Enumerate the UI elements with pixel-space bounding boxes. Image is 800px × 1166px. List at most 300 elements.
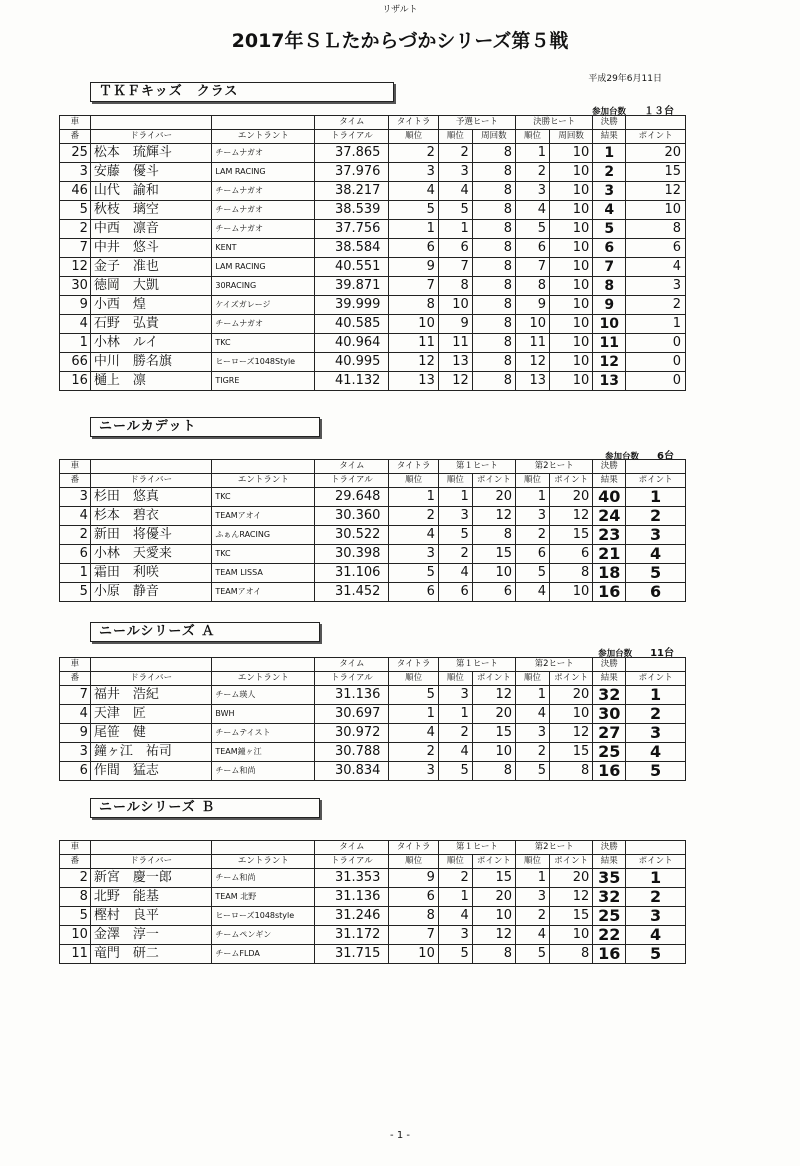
heat2-rank: 2 [516,743,550,762]
header-heat1: 第１ヒート [438,460,515,474]
header-heat1: 予選ヒート [438,116,515,130]
final-result: 10 [593,315,626,334]
heat1-rank: 7 [438,258,472,277]
heat2-rank: 3 [516,182,550,201]
table-row [60,163,686,182]
heat1-value: 8 [472,144,515,163]
header-heat2-rank: 順位 [516,672,550,686]
header-tt: タイトラ [389,841,438,855]
header-tt-rank: 順位 [389,855,438,869]
heat2-rank: 4 [516,705,550,724]
series-point: 15 [626,163,686,182]
table-row [60,945,686,964]
heat1-rank: 2 [438,144,472,163]
trial-rank: 5 [389,686,438,705]
header-heat1-value: ポイント [472,672,515,686]
trial-rank: 4 [389,526,438,545]
heat2-rank: 10 [516,315,550,334]
heat1-rank: 13 [438,353,472,372]
driver-name: 松本 琉輝斗 [90,144,211,163]
final-result: 27 [593,724,626,743]
trial-time: 40.585 [315,315,389,334]
header-heat2-value: ポイント [550,474,593,488]
heat1-rank: 4 [438,907,472,926]
heat2-rank: 2 [516,526,550,545]
header-entrant: エントラント [212,130,315,144]
header-point: ポイント [626,474,686,488]
heat1-rank: 1 [438,888,472,907]
header-tt: タイトラ [389,658,438,672]
series-point: 20 [626,144,686,163]
header-time-trial: トライアル [315,672,389,686]
final-result: 32 [593,686,626,705]
heat1-value: 15 [472,724,515,743]
driver-name: 杉田 悠真 [90,488,211,507]
heat2-rank: 11 [516,334,550,353]
table-header-row [60,672,686,686]
series-point: 1 [626,869,686,888]
driver-name: 作間 猛志 [90,762,211,781]
header-driver: ドライバー [90,130,211,144]
car-number: 4 [60,705,91,724]
class-title: ニールシリーズ Ｂ [90,798,320,818]
table-row [60,686,686,705]
table-row [60,372,686,391]
car-number: 7 [60,686,91,705]
heat1-value: 10 [472,907,515,926]
car-number: 46 [60,182,91,201]
series-point: 2 [626,888,686,907]
entrant-name: TIGRE [212,372,315,391]
final-result: 9 [593,296,626,315]
heat2-value: 10 [550,163,593,182]
driver-name: 金澤 淳一 [90,926,211,945]
car-number: 9 [60,724,91,743]
heat2-value: 10 [550,277,593,296]
table-row [60,296,686,315]
heat2-rank: 4 [516,583,550,602]
heat1-value: 8 [472,201,515,220]
event-date: 平成29年6月11日 [588,74,662,84]
final-result: 11 [593,334,626,353]
trial-time: 31.452 [315,583,389,602]
header-blank [626,116,686,130]
header-final: 決勝 [593,460,626,474]
driver-name: 新宮 慶一郎 [90,869,211,888]
heat1-value: 6 [472,583,515,602]
driver-name: 杉本 碧衣 [90,507,211,526]
series-point: 10 [626,201,686,220]
driver-name: 北野 能基 [90,888,211,907]
trial-time: 37.976 [315,163,389,182]
heat2-value: 15 [550,907,593,926]
heat2-value: 6 [550,545,593,564]
header-blank [90,460,211,474]
heat2-rank: 8 [516,277,550,296]
final-result: 1 [593,144,626,163]
entrant-name: チーム和尚 [212,869,315,888]
heat1-value: 8 [472,182,515,201]
table-row [60,743,686,762]
header-blank [90,841,211,855]
heat1-rank: 2 [438,869,472,888]
class-title: ニールカデット [90,417,320,437]
trial-time: 38.217 [315,182,389,201]
trial-rank: 10 [389,945,438,964]
car-number: 2 [60,526,91,545]
heat1-rank: 4 [438,182,472,201]
table-row [60,583,686,602]
header-point: ポイント [626,855,686,869]
table-row [60,724,686,743]
table-row [60,526,686,545]
heat2-rank: 3 [516,724,550,743]
trial-rank: 7 [389,926,438,945]
header-final-result: 結果 [593,130,626,144]
heat2-value: 10 [550,144,593,163]
final-result: 22 [593,926,626,945]
table-row [60,239,686,258]
series-point: 2 [626,507,686,526]
heat2-rank: 5 [516,762,550,781]
entrant-name: ふぁんRACING [212,526,315,545]
heat2-rank: 5 [516,945,550,964]
driver-name: 鐘ヶ江 祐司 [90,743,211,762]
driver-name: 小原 静音 [90,583,211,602]
header-car-no: 車 [60,841,91,855]
heat1-value: 12 [472,926,515,945]
header-blank [626,460,686,474]
heat1-rank: 2 [438,545,472,564]
header-car-no: 車 [60,116,91,130]
trial-rank: 3 [389,545,438,564]
trial-rank: 4 [389,182,438,201]
header-final-result: 結果 [593,672,626,686]
header-heat1-value: ポイント [472,855,515,869]
trial-rank: 5 [389,201,438,220]
heat1-rank: 5 [438,526,472,545]
entrant-name: TKC [212,488,315,507]
header-time-trial: トライアル [315,474,389,488]
final-result: 40 [593,488,626,507]
car-number: 9 [60,296,91,315]
trial-time: 30.697 [315,705,389,724]
header-driver: ドライバー [90,672,211,686]
heat2-value: 20 [550,869,593,888]
driver-name: 尾笹 健 [90,724,211,743]
car-number: 12 [60,258,91,277]
heat1-value: 8 [472,258,515,277]
trial-time: 30.398 [315,545,389,564]
heat1-value: 12 [472,686,515,705]
trial-time: 29.648 [315,488,389,507]
heat1-value: 12 [472,507,515,526]
trial-time: 30.788 [315,743,389,762]
heat1-rank: 5 [438,945,472,964]
car-number: 3 [60,743,91,762]
series-point: 5 [626,564,686,583]
heat1-value: 20 [472,705,515,724]
trial-rank: 6 [389,583,438,602]
heat2-value: 10 [550,220,593,239]
table-row [60,277,686,296]
header-heat2: 第2ヒート [516,460,593,474]
table-row [60,705,686,724]
header-heat1-rank: 順位 [438,474,472,488]
entrant-name: TKC [212,545,315,564]
heat2-value: 10 [550,353,593,372]
header-heat1-rank: 順位 [438,672,472,686]
heat1-value: 8 [472,526,515,545]
table-header-row [60,130,686,144]
entrant-name: チームナガオ [212,144,315,163]
car-number: 1 [60,564,91,583]
driver-name: 秋枝 璃空 [90,201,211,220]
entrant-name: チームナガオ [212,182,315,201]
entrant-name: TEAMアオイ [212,507,315,526]
entrant-name: ヒーローズ1048style [212,907,315,926]
car-number: 3 [60,488,91,507]
final-result: 16 [593,583,626,602]
heat1-value: 8 [472,277,515,296]
heat2-value: 10 [550,201,593,220]
table-row [60,545,686,564]
final-result: 18 [593,564,626,583]
trial-time: 31.106 [315,564,389,583]
heat1-rank: 4 [438,564,472,583]
series-point: 1 [626,488,686,507]
header-heat2-rank: 順位 [516,855,550,869]
table-row [60,888,686,907]
heat2-rank: 4 [516,926,550,945]
trial-time: 38.539 [315,201,389,220]
header-car-no: 番 [60,474,91,488]
heat2-rank: 1 [516,686,550,705]
series-point: 1 [626,686,686,705]
heat2-value: 15 [550,743,593,762]
header-time-trial: トライアル [315,130,389,144]
final-result: 32 [593,888,626,907]
heat1-rank: 1 [438,220,472,239]
header-final: 決勝 [593,658,626,672]
trial-time: 37.865 [315,144,389,163]
trial-time: 39.871 [315,277,389,296]
car-number: 30 [60,277,91,296]
header-blank [212,841,315,855]
series-point: 3 [626,277,686,296]
header-blank [626,841,686,855]
heat2-value: 12 [550,724,593,743]
class-title: ＴＫＦキッズ クラス [90,82,394,102]
entrant-name: チームFLDA [212,945,315,964]
header-car-no: 番 [60,855,91,869]
series-point: 0 [626,353,686,372]
trial-rank: 2 [389,743,438,762]
table-header-row [60,855,686,869]
driver-name: 中井 悠斗 [90,239,211,258]
heat1-rank: 6 [438,239,472,258]
car-number: 66 [60,353,91,372]
heat1-value: 8 [472,220,515,239]
header-tt: タイトラ [389,460,438,474]
series-point: 4 [626,258,686,277]
entrant-name: チームナガオ [212,220,315,239]
driver-name: 樫村 良平 [90,907,211,926]
series-point: 1 [626,315,686,334]
heat1-rank: 10 [438,296,472,315]
trial-rank: 2 [389,507,438,526]
final-result: 4 [593,201,626,220]
heat2-rank: 4 [516,201,550,220]
trial-rank: 11 [389,334,438,353]
table-row [60,564,686,583]
entrant-name: TEAM 北野 [212,888,315,907]
heat1-rank: 5 [438,201,472,220]
trial-rank: 5 [389,564,438,583]
trial-time: 31.715 [315,945,389,964]
entrant-name: TEAM LISSA [212,564,315,583]
document-header: リザルト [382,5,418,15]
entrant-name: LAM RACING [212,163,315,182]
heat1-value: 15 [472,869,515,888]
heat2-rank: 6 [516,545,550,564]
series-point: 3 [626,724,686,743]
trial-time: 30.522 [315,526,389,545]
heat2-value: 10 [550,296,593,315]
header-heat1-value: 周回数 [472,130,515,144]
heat2-rank: 1 [516,488,550,507]
header-heat1-rank: 順位 [438,130,472,144]
entrant-name: TKC [212,334,315,353]
series-point: 0 [626,334,686,353]
heat1-value: 8 [472,762,515,781]
trial-rank: 8 [389,296,438,315]
header-point: ポイント [626,130,686,144]
car-number: 5 [60,201,91,220]
trial-rank: 1 [389,220,438,239]
heat1-rank: 2 [438,724,472,743]
header-entrant: エントラント [212,855,315,869]
final-result: 21 [593,545,626,564]
series-point: 5 [626,762,686,781]
series-point: 6 [626,239,686,258]
heat2-rank: 3 [516,888,550,907]
heat1-rank: 3 [438,163,472,182]
results-table [59,115,686,391]
header-heat1: 第１ヒート [438,658,515,672]
entrant-name: KENT [212,239,315,258]
header-blank [212,116,315,130]
table-header-row [60,474,686,488]
entrant-name: 30RACING [212,277,315,296]
car-number: 4 [60,507,91,526]
entrant-name: ケイズガレージ [212,296,315,315]
heat2-value: 15 [550,526,593,545]
heat2-value: 10 [550,926,593,945]
entrant-name: チームナガオ [212,315,315,334]
header-final: 決勝 [593,116,626,130]
heat2-value: 10 [550,372,593,391]
entry-count-label: 参加台数 [605,452,640,462]
driver-name: 新田 将優斗 [90,526,211,545]
entry-count-label: 参加台数 [591,107,626,117]
heat2-value: 8 [550,762,593,781]
entry-count-value: 11台 [650,648,674,659]
driver-name: 竜門 研二 [90,945,211,964]
header-tt-rank: 順位 [389,130,438,144]
trial-time: 30.972 [315,724,389,743]
series-point: 12 [626,182,686,201]
header-time-trial: トライアル [315,855,389,869]
trial-time: 31.136 [315,686,389,705]
page-title: 2017年ＳＬたからづかシリーズ第５戦 [231,30,569,52]
heat1-value: 20 [472,888,515,907]
heat2-value: 10 [550,182,593,201]
heat2-rank: 12 [516,353,550,372]
series-point: 4 [626,545,686,564]
heat1-rank: 6 [438,583,472,602]
table-row [60,144,686,163]
heat1-rank: 5 [438,762,472,781]
table-row [60,353,686,372]
header-heat2-rank: 順位 [516,130,550,144]
entry-count-label: 参加台数 [598,649,633,659]
entrant-name: チームテイスト [212,724,315,743]
heat2-value: 20 [550,488,593,507]
page-number: - 1 - [390,1130,410,1141]
heat2-value: 10 [550,315,593,334]
header-tt-rank: 順位 [389,474,438,488]
trial-time: 40.551 [315,258,389,277]
final-result: 6 [593,239,626,258]
series-point: 2 [626,296,686,315]
driver-name: 安藤 優斗 [90,163,211,182]
heat1-value: 8 [472,239,515,258]
trial-time: 31.136 [315,888,389,907]
car-number: 16 [60,372,91,391]
heat2-rank: 1 [516,869,550,888]
car-number: 7 [60,239,91,258]
car-number: 11 [60,945,91,964]
driver-name: 中川 勝名旗 [90,353,211,372]
heat1-rank: 12 [438,372,472,391]
header-heat2: 第2ヒート [516,841,593,855]
trial-time: 30.834 [315,762,389,781]
heat2-value: 8 [550,564,593,583]
series-point: 6 [626,583,686,602]
car-number: 6 [60,545,91,564]
trial-rank: 9 [389,869,438,888]
car-number: 6 [60,762,91,781]
header-driver: ドライバー [90,855,211,869]
final-result: 2 [593,163,626,182]
header-car-no: 番 [60,130,91,144]
final-result: 3 [593,182,626,201]
entry-count-value: 6台 [657,451,674,462]
heat1-rank: 11 [438,334,472,353]
series-point: 4 [626,743,686,762]
table-row [60,258,686,277]
header-final-result: 結果 [593,855,626,869]
driver-name: 中西 凛音 [90,220,211,239]
heat2-rank: 3 [516,507,550,526]
heat2-value: 10 [550,334,593,353]
driver-name: 小西 煌 [90,296,211,315]
trial-time: 30.360 [315,507,389,526]
heat2-rank: 2 [516,907,550,926]
series-point: 4 [626,926,686,945]
heat2-rank: 1 [516,144,550,163]
